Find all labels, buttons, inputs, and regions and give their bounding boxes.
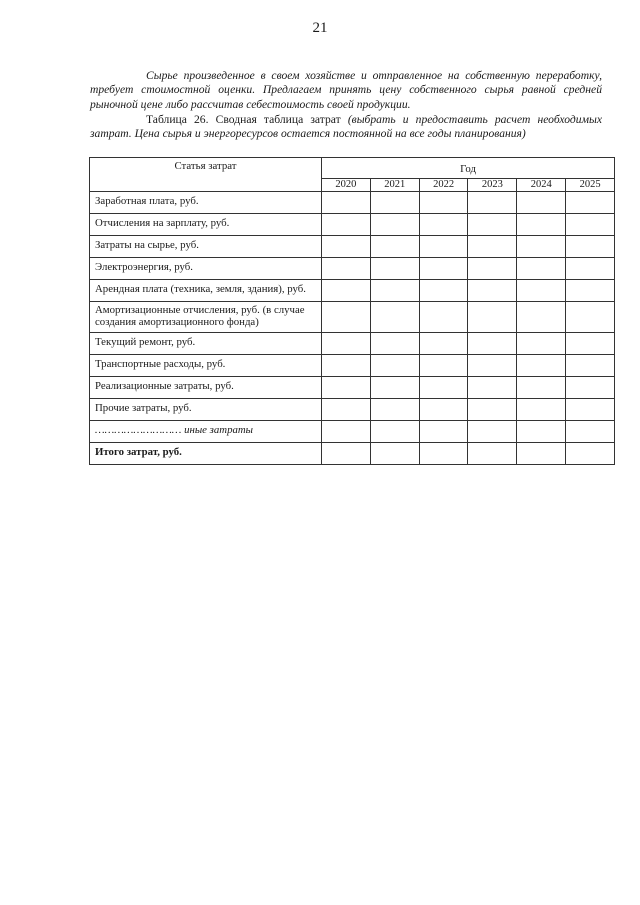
table-caption-title: Таблица 26. Сводная таблица затрат: [146, 112, 341, 126]
table-cell: [468, 377, 517, 399]
table-cell: [370, 377, 419, 399]
table-cell: [370, 399, 419, 421]
table-cell: [566, 280, 615, 302]
table-cell: [468, 236, 517, 258]
table-row: [90, 355, 615, 377]
table-cell: [566, 377, 615, 399]
table-cell: [370, 214, 419, 236]
table-cell: [322, 258, 371, 280]
table-cell: [370, 236, 419, 258]
row-label-misc-costs: ……………………… иные затраты: [90, 421, 322, 443]
year-2020: 2020: [322, 179, 371, 192]
year-2024: 2024: [517, 179, 566, 192]
table-row: [90, 302, 615, 333]
table-cell: [566, 399, 615, 421]
row-label-electricity: Электроэнергия, руб.: [90, 258, 322, 280]
row-label-sales-costs: Реализационные затраты, руб.: [90, 377, 322, 399]
table-cell: [370, 280, 419, 302]
table-cell: [517, 399, 566, 421]
table-row: [90, 280, 615, 302]
table-cell: [468, 443, 517, 465]
table-cell: [370, 355, 419, 377]
table-caption-note: (выбрать и предоставить расчет необходимых затрат. Цена сырья и энергоресурсов остается постоянной на все годы планирования): [90, 112, 602, 141]
table-row: [90, 421, 615, 443]
header-cost-item: Статья затрат: [90, 158, 322, 192]
table-cell: [517, 236, 566, 258]
table-row: [90, 236, 615, 258]
header-year: Год: [322, 158, 615, 179]
table-cell: [419, 377, 468, 399]
table-cell: [322, 280, 371, 302]
table-cell: [419, 280, 468, 302]
table-cell: [517, 421, 566, 443]
table-cell: [322, 236, 371, 258]
table-cell: [322, 399, 371, 421]
table-cell: [370, 192, 419, 214]
table-cell: [566, 443, 615, 465]
year-2025: 2025: [566, 179, 615, 192]
table-cell: [419, 421, 468, 443]
table-cell: [566, 214, 615, 236]
row-label-salary-deductions: Отчисления на зарплату, руб.: [90, 214, 322, 236]
table-cell: [566, 333, 615, 355]
table-cell: [517, 443, 566, 465]
table-cell: [566, 258, 615, 280]
table-cell: [566, 236, 615, 258]
table-cell: [468, 302, 517, 333]
table-cell: [370, 302, 419, 333]
row-label-transport: Транспортные расходы, руб.: [90, 355, 322, 377]
row-label-rent: Арендная плата (техника, земля, здания), руб.: [90, 280, 322, 302]
table-cell: [322, 355, 371, 377]
row-label-total: Итого затрат, руб.: [90, 443, 322, 465]
table-cell: [419, 333, 468, 355]
table-cell: [370, 258, 419, 280]
table-cell: [322, 443, 371, 465]
table-cell: [419, 236, 468, 258]
table-caption-paragraph: [90, 113, 602, 143]
table-cell: [468, 192, 517, 214]
table-cell: [566, 192, 615, 214]
table-cell: [517, 280, 566, 302]
table-cell: [566, 355, 615, 377]
table-row: [90, 399, 615, 421]
table-row: [90, 377, 615, 399]
table-cell: [419, 443, 468, 465]
table-row: [90, 192, 615, 214]
row-label-other-costs: Прочие затраты, руб.: [90, 399, 322, 421]
table-cell: [322, 333, 371, 355]
table-cell: [419, 214, 468, 236]
table-cell: [468, 355, 517, 377]
table-cell: [468, 280, 517, 302]
year-2021: 2021: [370, 179, 419, 192]
table-cell: [468, 333, 517, 355]
row-label-maintenance: Текущий ремонт, руб.: [90, 333, 322, 355]
table-cell: [370, 421, 419, 443]
row-label-depreciation: Амортизационные отчисления, руб. (в случае создания амортизационного фонда): [90, 302, 322, 333]
table-cell: [419, 355, 468, 377]
table-cell: [566, 421, 615, 443]
table-cell: [322, 214, 371, 236]
table-cell: [468, 399, 517, 421]
row-label-raw-materials: Затраты на сырье, руб.: [90, 236, 322, 258]
table-cell: [517, 192, 566, 214]
table-row: [90, 214, 615, 236]
table-cell: [468, 421, 517, 443]
table-cell: [419, 258, 468, 280]
row-label-salary: Заработная плата, руб.: [90, 192, 322, 214]
table-cell: [517, 355, 566, 377]
table-cell: [322, 377, 371, 399]
table-cell: [419, 399, 468, 421]
cost-summary-table: [89, 157, 615, 465]
year-2022: 2022: [419, 179, 468, 192]
table-row: [90, 258, 615, 280]
table-cell: [322, 192, 371, 214]
table-cell: [517, 258, 566, 280]
table-cell: [370, 333, 419, 355]
table-cell: [468, 258, 517, 280]
table-row: [90, 443, 615, 465]
table-row: [90, 333, 615, 355]
table-cell: [517, 377, 566, 399]
table-cell: [517, 214, 566, 236]
table-cell: [566, 302, 615, 333]
table-cell: [468, 214, 517, 236]
table-cell: [322, 421, 371, 443]
year-2023: 2023: [468, 179, 517, 192]
table-cell: [517, 302, 566, 333]
table-cell: [370, 443, 419, 465]
table-cell: [517, 333, 566, 355]
page-number: 21: [312, 20, 328, 36]
table-cell: [322, 302, 371, 333]
intro-paragraph: Сырье произведенное в своем хозяйстве и отправленное на собственную переработку, требует стоимостной оценки. Предлагаем принять цену собственного сырья равной средней рыночной цене либо рассчитав себестоимость своей продукции.: [90, 68, 602, 112]
table-cell: [419, 192, 468, 214]
table-cell: [419, 302, 468, 333]
